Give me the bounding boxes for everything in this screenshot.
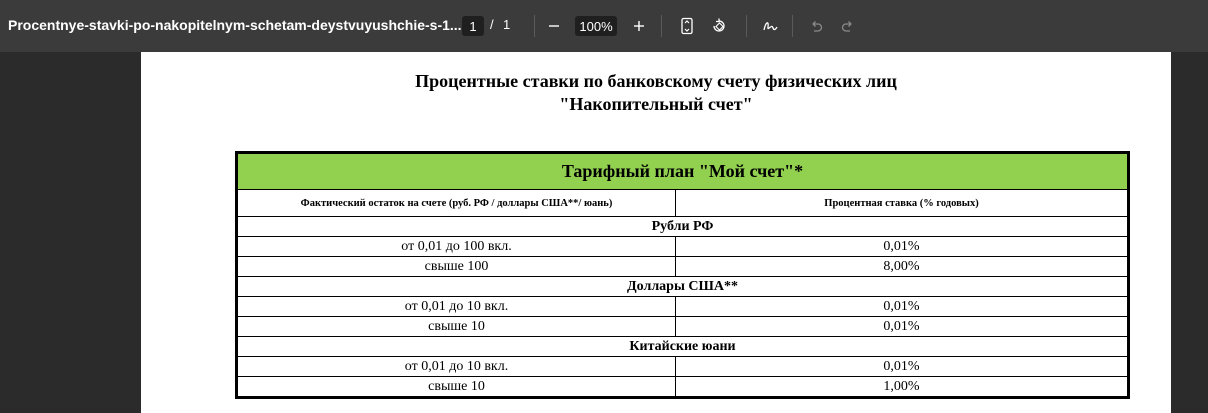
column-header-balance: Фактический остаток на счете (руб. РФ / доллары США**/ юань)	[237, 190, 676, 217]
undo-icon	[808, 18, 824, 34]
currency-label: Китайские юани	[237, 337, 1129, 357]
toolbar-divider	[746, 15, 747, 37]
rate-cell: 0,01%	[676, 317, 1129, 337]
toolbar-divider	[661, 15, 662, 37]
table-row	[237, 317, 1129, 337]
interest-rates-table	[235, 151, 1130, 399]
rate-cell: 0,01%	[676, 297, 1129, 317]
redo-icon	[840, 18, 856, 34]
toolbar-divider	[792, 15, 793, 37]
toolbar-divider	[534, 15, 535, 37]
plan-header-row	[237, 153, 1129, 190]
undo-button[interactable]	[804, 14, 828, 38]
currency-group-row	[237, 337, 1129, 357]
pdf-page	[141, 52, 1171, 413]
balance-range-cell: от 0,01 до 10 вкл.	[237, 357, 676, 377]
draw-icon	[761, 17, 779, 35]
fit-page-button[interactable]	[675, 14, 699, 38]
fit-page-icon	[679, 17, 695, 35]
table-row	[237, 377, 1129, 398]
zoom-in-button[interactable]	[627, 14, 651, 38]
rate-cell: 8,00%	[676, 257, 1129, 277]
plan-title: Тарифный план "Мой счет"*	[237, 153, 1129, 190]
currency-group-row	[237, 217, 1129, 237]
table-row	[237, 237, 1129, 257]
table-row	[237, 357, 1129, 377]
heading-line-1: Процентные ставки по банковскому счету физических лиц	[415, 71, 897, 91]
table-row	[237, 257, 1129, 277]
balance-range-cell: свыше 10	[237, 377, 676, 398]
document-heading	[141, 70, 1171, 116]
balance-range-cell: от 0,01 до 100 вкл.	[237, 237, 676, 257]
column-header-rate: Процентная ставка (% годовых)	[676, 190, 1129, 217]
heading-line-2: "Накопительный счет"	[559, 94, 753, 114]
balance-range-cell: свыше 100	[237, 257, 676, 277]
redo-button[interactable]	[836, 14, 860, 38]
page-separator: /	[490, 17, 494, 32]
column-header-row	[237, 190, 1129, 217]
zoom-level-input[interactable]: 100%	[575, 16, 617, 36]
page-number-input[interactable]: 1	[462, 16, 484, 36]
table-row	[237, 297, 1129, 317]
draw-button[interactable]	[758, 14, 782, 38]
balance-range-cell: свыше 10	[237, 317, 676, 337]
zoom-out-icon	[547, 19, 561, 33]
pdf-toolbar	[0, 0, 1208, 52]
document-title: Procentnye-stavki-po-nakopitelnym-schetam-deystvuyushchie-s-1...	[8, 17, 462, 33]
rate-cell: 0,01%	[676, 357, 1129, 377]
currency-group-row	[237, 277, 1129, 297]
rate-cell: 1,00%	[676, 377, 1129, 398]
page-total: 1	[503, 17, 511, 32]
zoom-out-button[interactable]	[542, 14, 566, 38]
zoom-in-icon	[632, 19, 646, 33]
rotate-button[interactable]	[707, 14, 731, 38]
rotate-icon	[710, 17, 728, 35]
rate-cell: 0,01%	[676, 237, 1129, 257]
currency-label: Рубли РФ	[237, 217, 1129, 237]
balance-range-cell: от 0,01 до 10 вкл.	[237, 297, 676, 317]
currency-label: Доллары США**	[237, 277, 1129, 297]
